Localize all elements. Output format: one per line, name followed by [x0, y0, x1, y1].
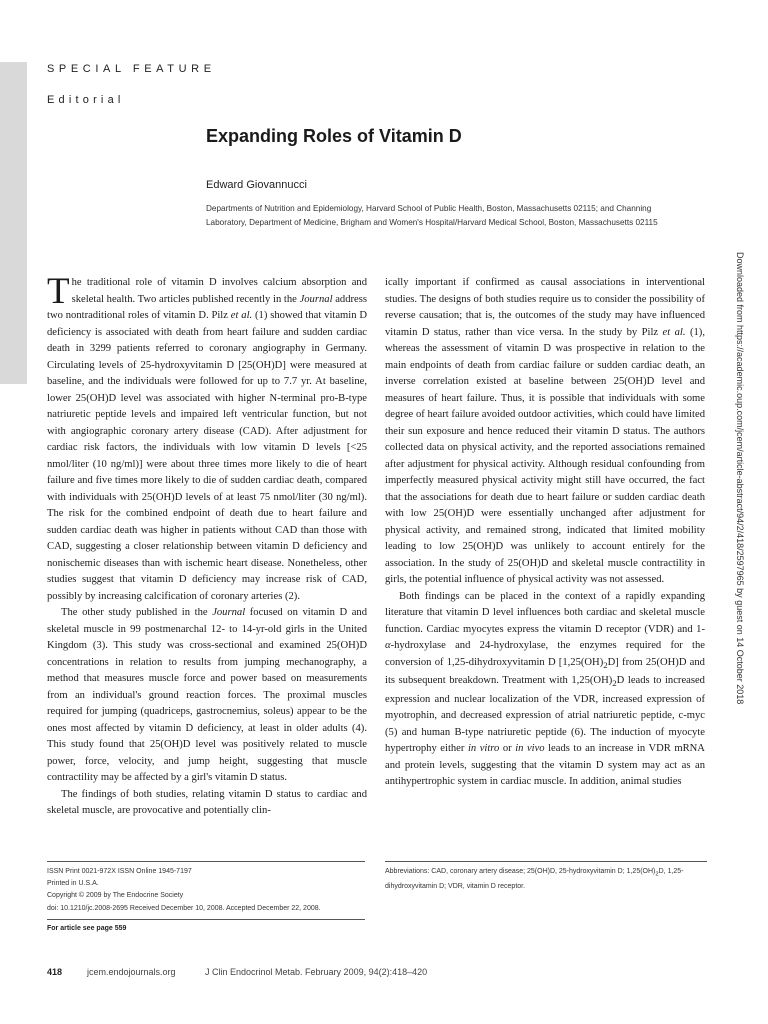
printed-line: Printed in U.S.A. — [47, 880, 99, 888]
publication-info — [47, 866, 377, 915]
footnote-rule-left — [47, 861, 365, 862]
article-title: Expanding Roles of Vitamin D — [206, 126, 462, 146]
download-side-note: Downloaded from https://academic.oup.com/jcem/article-abstract/94/2/418/2597965 by guest on 14 October 2018 — [735, 252, 745, 705]
journal-website[interactable]: jcem.endojournals.org — [87, 967, 176, 977]
footnote-rule-right — [385, 861, 707, 862]
author-affiliation: Departments of Nutrition and Epidemiology, Harvard School of Public Health, Boston, Massachusetts 02115; and Channing Laboratory, Department of Medicine, Brigham and Women's Hospital/Harvard Medical School, Boston, Massachusetts 02115 — [206, 204, 658, 227]
paragraph: The findings of both studies, relating vitamin D status to cardiac and skeletal muscle, are provocative and potentially clin- — [47, 788, 367, 816]
section-label: SPECIAL FEATURE — [47, 63, 216, 75]
journal-citation: J Clin Endocrinol Metab. February 2009, 94(2):418–420 — [205, 967, 428, 977]
see-page-note: For article see page 559 — [47, 925, 127, 932]
abbreviations-footnote: Abbreviations: CAD, coronary artery disease; 25(OH)D, 25-hydroxyvitamin D; $1,25(OH)_2D$, 1,25-dihydroxyvitamin D; VDR, vitamin D receptor. — [385, 868, 684, 890]
subsection-label: Editorial — [47, 94, 125, 106]
copyright-line: Copyright © 2009 by The Endocrine Society — [47, 892, 184, 900]
paragraph: Both findings can be placed in the context of a rapidly expanding literature that vitamin D level influences both cardiac and skeletal muscle function. Cardiac myocytes express the vitamin D receptor (VDR) and 1-α-hydroxylase and 24-hydroxylase, the enzymes required for the conversion of 1,25-dihydroxyvitamin D $[1,25(OH)_2D]$ from 25(OH)D and its subsequent breakdown. Treatment with $1,25(OH)_2D$ leads to increased expression and nuclear localization of the VDR, increased expression of myotrophin, and decreased expression of atrial natriuretic peptide, c-myc (5) and human B-type natriuretic peptide (6). The induction of myocyte hypertrophy either in vitro or in vivo leads to an increase in VDR mRNA and protein levels, suggesting that the vitamin D system may act as an antihypertrophic system in cardiac muscle. In addition, animal studies — [385, 590, 705, 788]
article-author: Edward Giovannucci — [206, 179, 307, 191]
paragraph: The other study published in the Journal focused on vitamin D and skeletal muscle in 99 postmenarchal 12- to 14-yr-old girls in the United Kingdom (3). This study was cross-sectional and examined 25(OH)D concentrations in relation to results from jumping mechanography, a method that measures muscle force and power based on measurements from an individual's ground reaction forces. The proximal muscles required for jumping (quadriceps, gastrocnemius, soleus) appear to be the ones most affected by vitamin D deficiency, at least in older adults (4). This study found that 25(OH)D level was positively related to muscle power, force, velocity, and jump height, suggesting that muscle contractility may be affected by a girl's vitamin D status. — [47, 607, 368, 783]
paragraph: The traditional role of vitamin D involves calcium absorption and skeletal health. Two articles published recently in the Journal address two nontraditional roles of vitamin D. Pilz et al. (1) showed that vitamin D deficiency is associated with death from heart failure and sudden cardiac death in 3299 patients referred to coronary angiography in Germany. Circulating levels of 25-hydroxyvitamin D [25(OH)D] were measured at baseline, and the individuals were followed for up to 7.7 yr. At baseline, lower 25(OH)D level was associated with higher N-terminal pro-B-type natriuretic peptide levels and impaired left ventricular function, but not with angiographic coronary artery disease (CAD). After adjustment for cardiac risk factors, the individuals with low vitamin D levels [<25 nmol/liter (10 ng/ml)] were about three times more likely to die of heart failure and five times more likely to die of sudden cardiac death, compared with individuals with 25(OH)D levels of at least 75 nmol/liter (30 ng/ml). The risk for the combined endpoint of death due to heart failure and sudden cardiac death was higher in patients without CAD than those with CAD, suggesting a closer relationship between vitamin D deficiency and nonischemic diseases than with ischemic heart disease. Nonetheless, other studies suggest that vitamin D deficiency may increase risk of CAD, possibly by increasing calcification of coronary arteries (2). — [47, 271, 368, 602]
body-column-right — [385, 275, 705, 791]
download-side-note-wrapper — [732, 252, 748, 772]
doi-line: doi: 10.1210/jc.2008-2695 Received December 10, 2008. Accepted December 22, 2008. — [47, 904, 321, 912]
body-column-left — [47, 271, 368, 820]
see-page-rule — [47, 919, 365, 920]
issn-line: ISSN Print 0021-972X ISSN Online 1945-7197 — [47, 868, 192, 875]
paragraph: ically important if confirmed as causal associations in interventional studies. The designs of both studies require us to consider the possibility of reverse causation; that is, the outcomes of the study may have influenced vitamin D status, rather than vice versa. In the study by Pilz et al. (1), whereas the assessment of vitamin D was prospective in relation to the main endpoints of death from cardiac failure or sudden cardiac death, an inverse correlation existed at baseline between 25(OH)D level and measures of heart failure. Thus, it is possible that individuals with some degree of heart failure avoided outdoor activities, which could have limited their sun exposure and hence reduced their vitamin D status. The authors collected data on physical activity, and the reported associations remained after adjustment for physical activity. Although residual confounding from imperfectly measured physical activity might still have occurred, the fact that the associations for death due to heart failure or sudden cardiac death with low 25(OH)D were essentially unchanged after adjustment for physical activity, and remained strong, indicated that limited mobility leading to low 25(OH)D was unlikely to account entirely for the association. In the study of 25(OH)D and skeletal muscle contractility in girls, the potential influence of physical activity was not assessed. — [385, 277, 705, 585]
page-number: 418 — [47, 967, 63, 977]
drop-cap: T — [47, 271, 70, 312]
sidebar-gray-tab — [0, 62, 27, 384]
